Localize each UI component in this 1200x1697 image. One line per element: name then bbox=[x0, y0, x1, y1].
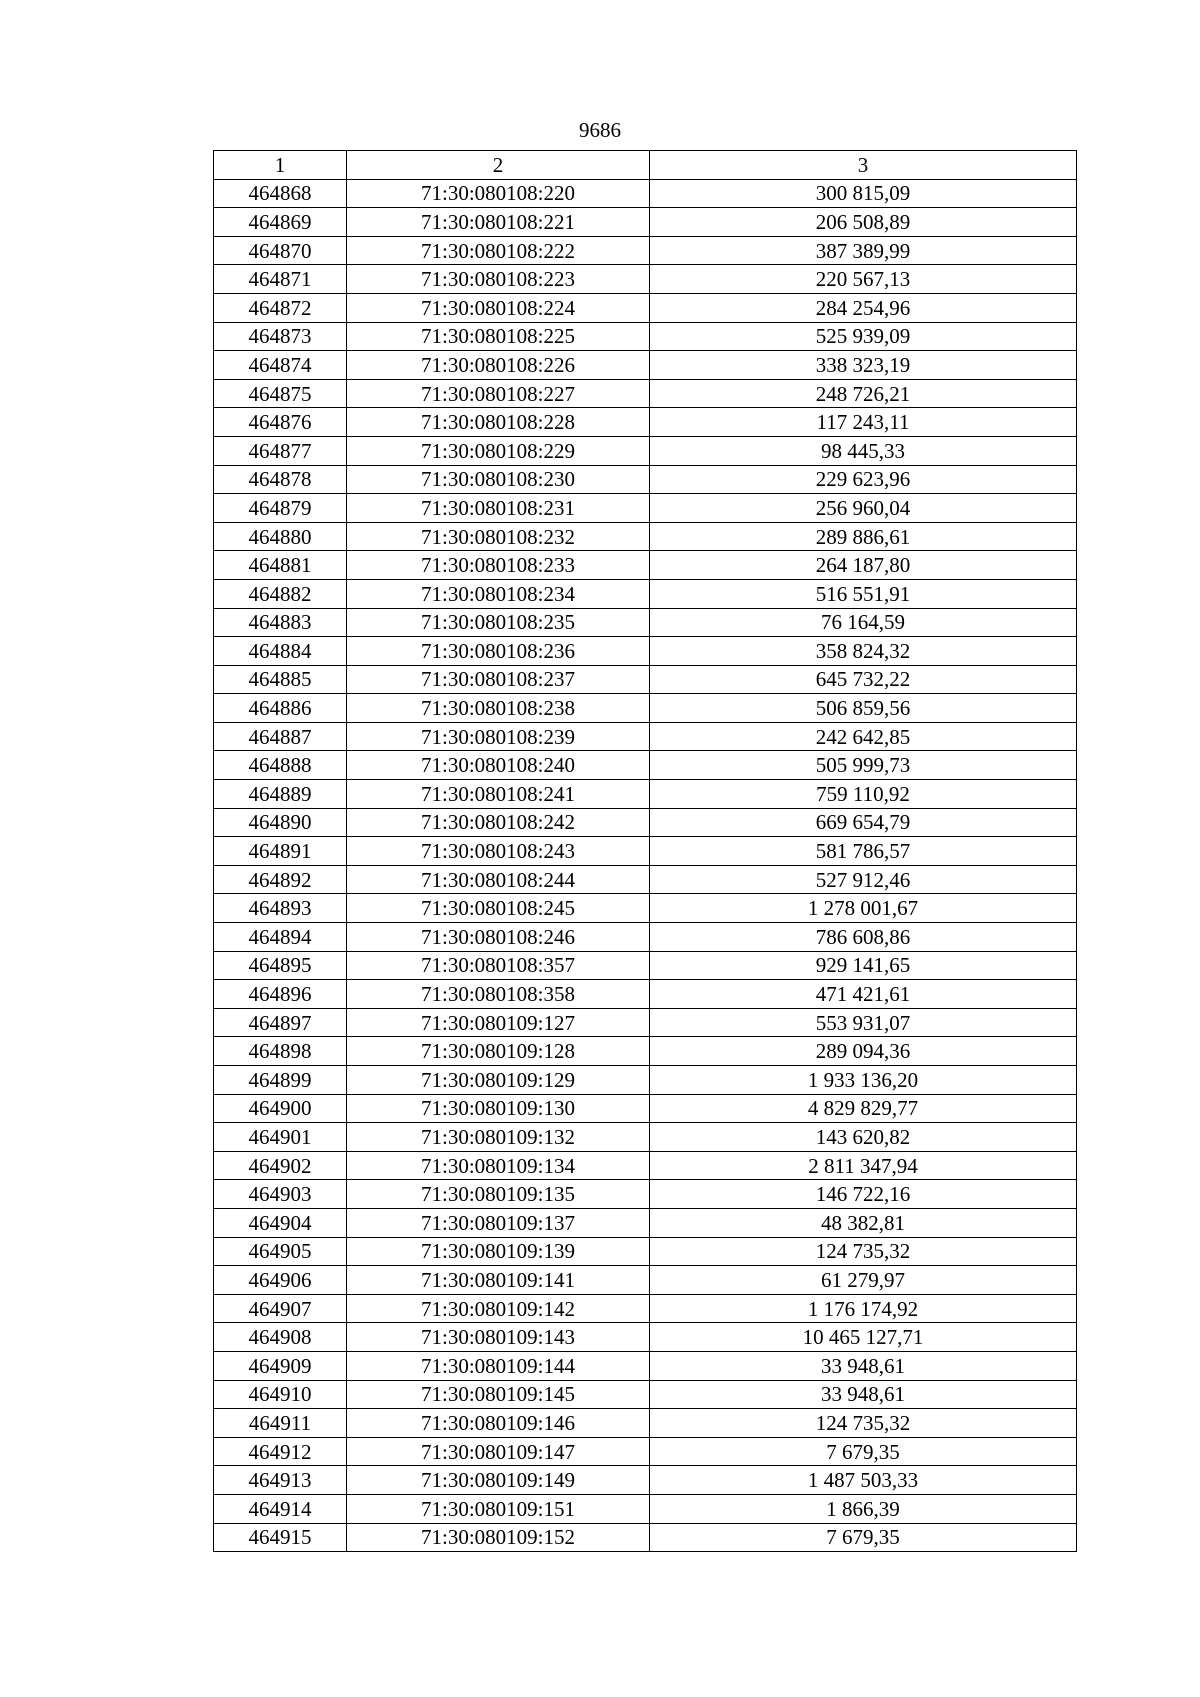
page-number: 9686 bbox=[579, 118, 621, 142]
cell-row-number: 464906 bbox=[214, 1266, 347, 1295]
cell-cadastral-number: 71:30:080108:236 bbox=[347, 637, 650, 666]
cell-value: 48 382,81 bbox=[650, 1208, 1077, 1237]
cell-cadastral-number: 71:30:080108:222 bbox=[347, 236, 650, 265]
table-row bbox=[214, 808, 1077, 837]
table-row bbox=[214, 1351, 1077, 1380]
table-row bbox=[214, 465, 1077, 494]
cell-row-number: 464882 bbox=[214, 579, 347, 608]
table-row bbox=[214, 1266, 1077, 1295]
cell-value: 4 829 829,77 bbox=[650, 1094, 1077, 1123]
cadastral-value-table bbox=[213, 150, 1077, 1552]
table-body bbox=[214, 179, 1077, 1552]
cell-cadastral-number: 71:30:080108:242 bbox=[347, 808, 650, 837]
cell-cadastral-number: 71:30:080109:137 bbox=[347, 1208, 650, 1237]
cell-cadastral-number: 71:30:080109:151 bbox=[347, 1494, 650, 1523]
cell-value: 248 726,21 bbox=[650, 379, 1077, 408]
cell-value: 929 141,65 bbox=[650, 951, 1077, 980]
cell-cadastral-number: 71:30:080108:246 bbox=[347, 923, 650, 952]
cell-value: 124 735,32 bbox=[650, 1409, 1077, 1438]
cell-row-number: 464903 bbox=[214, 1180, 347, 1209]
cell-value: 516 551,91 bbox=[650, 579, 1077, 608]
cell-row-number: 464915 bbox=[214, 1523, 347, 1552]
table-row bbox=[214, 837, 1077, 866]
cell-value: 220 567,13 bbox=[650, 265, 1077, 294]
table-row bbox=[214, 522, 1077, 551]
cell-row-number: 464911 bbox=[214, 1409, 347, 1438]
cell-value: 581 786,57 bbox=[650, 837, 1077, 866]
cell-row-number: 464908 bbox=[214, 1323, 347, 1352]
table-row bbox=[214, 1037, 1077, 1066]
cell-row-number: 464883 bbox=[214, 608, 347, 637]
cell-value: 206 508,89 bbox=[650, 208, 1077, 237]
table-row bbox=[214, 236, 1077, 265]
cell-value: 10 465 127,71 bbox=[650, 1323, 1077, 1352]
cell-value: 61 279,97 bbox=[650, 1266, 1077, 1295]
table-row bbox=[214, 1466, 1077, 1495]
table-row bbox=[214, 923, 1077, 952]
table-row bbox=[214, 980, 1077, 1009]
cell-cadastral-number: 71:30:080109:147 bbox=[347, 1437, 650, 1466]
cell-row-number: 464888 bbox=[214, 751, 347, 780]
table-row bbox=[214, 894, 1077, 923]
table-row bbox=[214, 1323, 1077, 1352]
cell-cadastral-number: 71:30:080108:245 bbox=[347, 894, 650, 923]
cell-value: 7 679,35 bbox=[650, 1523, 1077, 1552]
table-row bbox=[214, 722, 1077, 751]
cell-value: 358 824,32 bbox=[650, 637, 1077, 666]
table-row bbox=[214, 322, 1077, 351]
cell-cadastral-number: 71:30:080108:239 bbox=[347, 722, 650, 751]
cell-row-number: 464912 bbox=[214, 1437, 347, 1466]
cell-value: 7 679,35 bbox=[650, 1437, 1077, 1466]
table-row bbox=[214, 579, 1077, 608]
cell-value: 284 254,96 bbox=[650, 293, 1077, 322]
cell-cadastral-number: 71:30:080109:145 bbox=[347, 1380, 650, 1409]
header-row bbox=[214, 151, 1077, 180]
cell-cadastral-number: 71:30:080109:135 bbox=[347, 1180, 650, 1209]
cell-cadastral-number: 71:30:080109:149 bbox=[347, 1466, 650, 1495]
cell-cadastral-number: 71:30:080109:143 bbox=[347, 1323, 650, 1352]
cell-cadastral-number: 71:30:080109:146 bbox=[347, 1409, 650, 1438]
cell-value: 786 608,86 bbox=[650, 923, 1077, 952]
table-row bbox=[214, 1008, 1077, 1037]
cell-value: 300 815,09 bbox=[650, 179, 1077, 208]
cell-row-number: 464871 bbox=[214, 265, 347, 294]
cell-value: 527 912,46 bbox=[650, 865, 1077, 894]
table-row bbox=[214, 293, 1077, 322]
table-row bbox=[214, 1294, 1077, 1323]
cell-value: 387 389,99 bbox=[650, 236, 1077, 265]
cell-cadastral-number: 71:30:080108:225 bbox=[347, 322, 650, 351]
cell-value: 506 859,56 bbox=[650, 694, 1077, 723]
cell-cadastral-number: 71:30:080108:232 bbox=[347, 522, 650, 551]
cell-row-number: 464914 bbox=[214, 1494, 347, 1523]
cell-cadastral-number: 71:30:080108:230 bbox=[347, 465, 650, 494]
cell-row-number: 464891 bbox=[214, 837, 347, 866]
cell-value: 1 278 001,67 bbox=[650, 894, 1077, 923]
table-row bbox=[214, 608, 1077, 637]
cell-cadastral-number: 71:30:080109:142 bbox=[347, 1294, 650, 1323]
cell-row-number: 464901 bbox=[214, 1123, 347, 1152]
cell-value: 264 187,80 bbox=[650, 551, 1077, 580]
cell-cadastral-number: 71:30:080108:224 bbox=[347, 293, 650, 322]
table-row bbox=[214, 1094, 1077, 1123]
cell-row-number: 464902 bbox=[214, 1151, 347, 1180]
table-row bbox=[214, 1208, 1077, 1237]
cell-value: 1 866,39 bbox=[650, 1494, 1077, 1523]
cell-cadastral-number: 71:30:080108:237 bbox=[347, 665, 650, 694]
cell-row-number: 464899 bbox=[214, 1066, 347, 1095]
cell-row-number: 464877 bbox=[214, 436, 347, 465]
table-row bbox=[214, 1237, 1077, 1266]
cell-row-number: 464890 bbox=[214, 808, 347, 837]
cell-value: 143 620,82 bbox=[650, 1123, 1077, 1152]
cell-cadastral-number: 71:30:080108:241 bbox=[347, 780, 650, 809]
cell-row-number: 464868 bbox=[214, 179, 347, 208]
table-row bbox=[214, 1066, 1077, 1095]
table-row bbox=[214, 865, 1077, 894]
cell-row-number: 464907 bbox=[214, 1294, 347, 1323]
cell-row-number: 464886 bbox=[214, 694, 347, 723]
cell-value: 1 487 503,33 bbox=[650, 1466, 1077, 1495]
cell-row-number: 464869 bbox=[214, 208, 347, 237]
table-row bbox=[214, 780, 1077, 809]
cell-cadastral-number: 71:30:080108:221 bbox=[347, 208, 650, 237]
cell-value: 759 110,92 bbox=[650, 780, 1077, 809]
cell-row-number: 464874 bbox=[214, 351, 347, 380]
table-row bbox=[214, 179, 1077, 208]
cell-cadastral-number: 71:30:080108:220 bbox=[347, 179, 650, 208]
cell-cadastral-number: 71:30:080108:228 bbox=[347, 408, 650, 437]
cell-value: 146 722,16 bbox=[650, 1180, 1077, 1209]
table-row bbox=[214, 1409, 1077, 1438]
cell-cadastral-number: 71:30:080109:128 bbox=[347, 1037, 650, 1066]
cell-value: 1 933 136,20 bbox=[650, 1066, 1077, 1095]
cell-value: 645 732,22 bbox=[650, 665, 1077, 694]
cell-row-number: 464898 bbox=[214, 1037, 347, 1066]
table-row bbox=[214, 265, 1077, 294]
table-row bbox=[214, 551, 1077, 580]
cell-row-number: 464875 bbox=[214, 379, 347, 408]
cell-value: 33 948,61 bbox=[650, 1351, 1077, 1380]
column-header-number: 1 bbox=[214, 151, 347, 180]
cell-value: 2 811 347,94 bbox=[650, 1151, 1077, 1180]
cell-row-number: 464887 bbox=[214, 722, 347, 751]
cell-cadastral-number: 71:30:080108:243 bbox=[347, 837, 650, 866]
table-row bbox=[214, 951, 1077, 980]
table-row bbox=[214, 1151, 1077, 1180]
cell-value: 242 642,85 bbox=[650, 722, 1077, 751]
cell-row-number: 464897 bbox=[214, 1008, 347, 1037]
column-header-value: 3 bbox=[650, 151, 1077, 180]
cell-row-number: 464893 bbox=[214, 894, 347, 923]
table-row bbox=[214, 1523, 1077, 1552]
cell-cadastral-number: 71:30:080109:132 bbox=[347, 1123, 650, 1152]
table-row bbox=[214, 637, 1077, 666]
cell-value: 669 654,79 bbox=[650, 808, 1077, 837]
cell-value: 553 931,07 bbox=[650, 1008, 1077, 1037]
cell-cadastral-number: 71:30:080109:127 bbox=[347, 1008, 650, 1037]
cell-cadastral-number: 71:30:080108:240 bbox=[347, 751, 650, 780]
cell-row-number: 464909 bbox=[214, 1351, 347, 1380]
cell-value: 505 999,73 bbox=[650, 751, 1077, 780]
cell-cadastral-number: 71:30:080108:234 bbox=[347, 579, 650, 608]
cell-value: 76 164,59 bbox=[650, 608, 1077, 637]
cell-value: 1 176 174,92 bbox=[650, 1294, 1077, 1323]
cell-cadastral-number: 71:30:080108:238 bbox=[347, 694, 650, 723]
cell-value: 289 886,61 bbox=[650, 522, 1077, 551]
cell-cadastral-number: 71:30:080109:129 bbox=[347, 1066, 650, 1095]
cell-cadastral-number: 71:30:080108:229 bbox=[347, 436, 650, 465]
cell-row-number: 464876 bbox=[214, 408, 347, 437]
cell-row-number: 464900 bbox=[214, 1094, 347, 1123]
cell-cadastral-number: 71:30:080108:357 bbox=[347, 951, 650, 980]
cell-row-number: 464904 bbox=[214, 1208, 347, 1237]
cell-value: 33 948,61 bbox=[650, 1380, 1077, 1409]
cell-cadastral-number: 71:30:080108:227 bbox=[347, 379, 650, 408]
cell-value: 338 323,19 bbox=[650, 351, 1077, 380]
cell-cadastral-number: 71:30:080108:235 bbox=[347, 608, 650, 637]
cell-row-number: 464896 bbox=[214, 980, 347, 1009]
cell-cadastral-number: 71:30:080108:231 bbox=[347, 494, 650, 523]
cell-row-number: 464878 bbox=[214, 465, 347, 494]
cell-value: 256 960,04 bbox=[650, 494, 1077, 523]
cell-row-number: 464892 bbox=[214, 865, 347, 894]
table-row bbox=[214, 751, 1077, 780]
cell-cadastral-number: 71:30:080109:134 bbox=[347, 1151, 650, 1180]
table-row bbox=[214, 665, 1077, 694]
cell-value: 289 094,36 bbox=[650, 1037, 1077, 1066]
cell-cadastral-number: 71:30:080109:152 bbox=[347, 1523, 650, 1552]
cell-value: 124 735,32 bbox=[650, 1237, 1077, 1266]
table-row bbox=[214, 1437, 1077, 1466]
cell-cadastral-number: 71:30:080109:139 bbox=[347, 1237, 650, 1266]
cell-cadastral-number: 71:30:080108:358 bbox=[347, 980, 650, 1009]
table-row bbox=[214, 408, 1077, 437]
cell-row-number: 464879 bbox=[214, 494, 347, 523]
cell-value: 98 445,33 bbox=[650, 436, 1077, 465]
cell-row-number: 464905 bbox=[214, 1237, 347, 1266]
cell-row-number: 464885 bbox=[214, 665, 347, 694]
cell-row-number: 464870 bbox=[214, 236, 347, 265]
cell-cadastral-number: 71:30:080108:233 bbox=[347, 551, 650, 580]
cell-row-number: 464910 bbox=[214, 1380, 347, 1409]
table-row bbox=[214, 1123, 1077, 1152]
table-row bbox=[214, 208, 1077, 237]
table-row bbox=[214, 494, 1077, 523]
cell-row-number: 464913 bbox=[214, 1466, 347, 1495]
cell-row-number: 464894 bbox=[214, 923, 347, 952]
cell-row-number: 464895 bbox=[214, 951, 347, 980]
cell-row-number: 464880 bbox=[214, 522, 347, 551]
cell-row-number: 464873 bbox=[214, 322, 347, 351]
cell-row-number: 464884 bbox=[214, 637, 347, 666]
cell-cadastral-number: 71:30:080108:226 bbox=[347, 351, 650, 380]
table-row bbox=[214, 1180, 1077, 1209]
table-row bbox=[214, 694, 1077, 723]
table-row bbox=[214, 379, 1077, 408]
cell-row-number: 464889 bbox=[214, 780, 347, 809]
table-row bbox=[214, 1380, 1077, 1409]
table-row bbox=[214, 1494, 1077, 1523]
cell-value: 117 243,11 bbox=[650, 408, 1077, 437]
cell-value: 229 623,96 bbox=[650, 465, 1077, 494]
cell-row-number: 464881 bbox=[214, 551, 347, 580]
cell-cadastral-number: 71:30:080109:130 bbox=[347, 1094, 650, 1123]
cell-value: 471 421,61 bbox=[650, 980, 1077, 1009]
cell-cadastral-number: 71:30:080108:223 bbox=[347, 265, 650, 294]
column-header-cadastral-number: 2 bbox=[347, 151, 650, 180]
cell-row-number: 464872 bbox=[214, 293, 347, 322]
table-row bbox=[214, 436, 1077, 465]
table-row bbox=[214, 351, 1077, 380]
cell-cadastral-number: 71:30:080109:141 bbox=[347, 1266, 650, 1295]
cell-value: 525 939,09 bbox=[650, 322, 1077, 351]
cell-cadastral-number: 71:30:080108:244 bbox=[347, 865, 650, 894]
cell-cadastral-number: 71:30:080109:144 bbox=[347, 1351, 650, 1380]
